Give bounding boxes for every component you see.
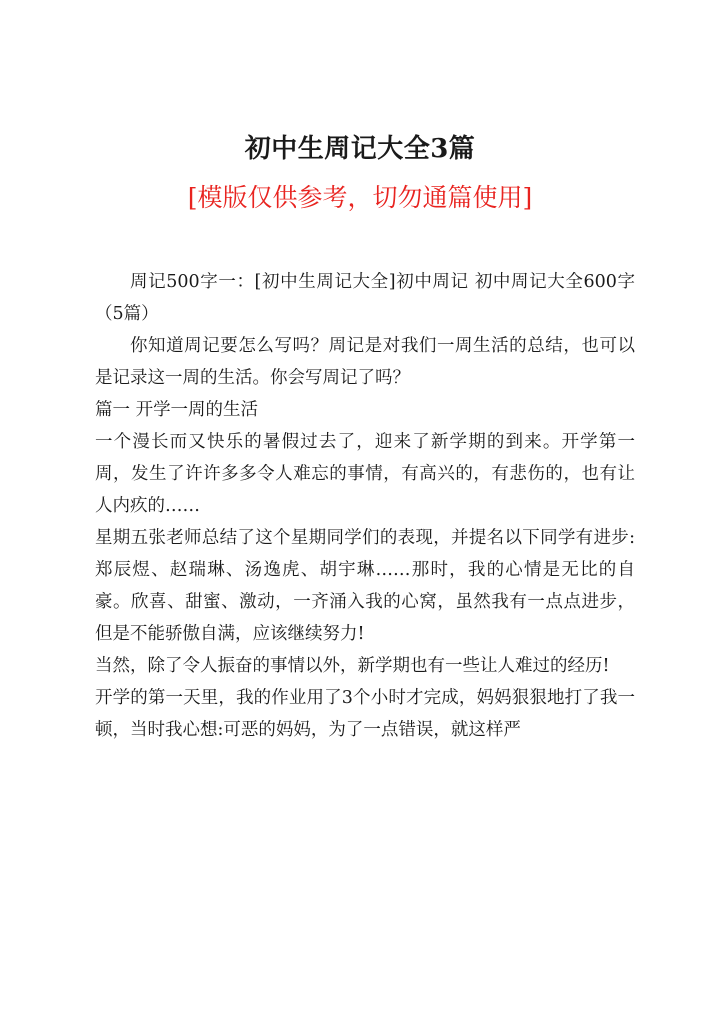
question-paragraph: 你知道周记要怎么写吗？周记是对我们一周生活的总结，也可以是记录这一周的生活。你会写周记了吗？ [95,336,635,388]
section-heading: 篇一 开学一周的生活 [95,400,259,420]
body-paragraph: 星期五张老师总结了这个星期同学们的表现，并提名以下同学有进步:郑辰煜、赵瑞琳、汤逸虎、胡宇琳……那时，我的心情是无比的自豪。欣喜、甜蜜、激动，一齐涌入我的心窝，虽然我有一点点进步，但是不能骄傲自满，应该继续努力! [95,528,635,644]
document-body [95,266,635,746]
body-paragraph: 一个漫长而又快乐的暑假过去了，迎来了新学期的到来。开学第一周，发生了许许多多令人难忘的事情，有高兴的，有悲伤的，也有让人内疚的…… [95,432,635,516]
body-paragraph: 开学的第一天里，我的作业用了3个小时才完成，妈妈狠狠地打了我一顿，当时我心想:可恶的妈妈，为了一点错误，就这样严 [95,688,635,740]
template-disclaimer: [模版仅供参考，切勿通篇使用] [187,183,533,212]
body-paragraph: 当然，除了令人振奋的事情以外，新学期也有一些让人难过的经历! [95,656,610,676]
document-title: 初中生周记大全3篇 [244,134,476,164]
intro-paragraph: 周记500字一：[初中生周记大全]初中周记 初中周记大全600字（5篇） [95,272,635,324]
